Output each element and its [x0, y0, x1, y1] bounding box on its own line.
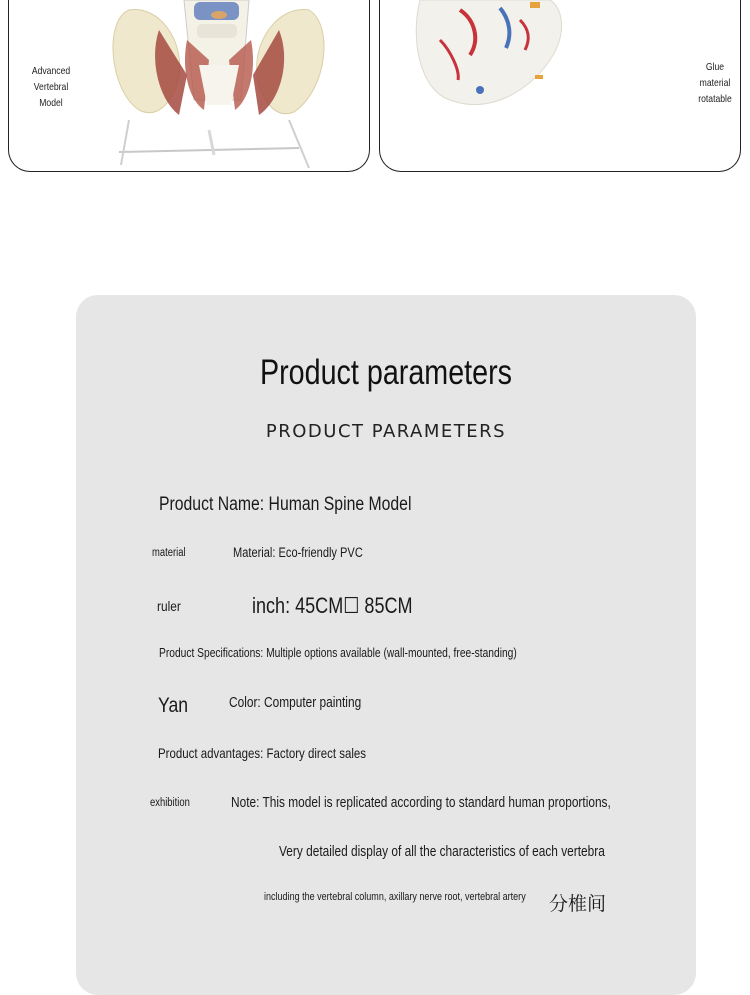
note-value: Note: This model is replicated according to standard human proportions,	[231, 795, 611, 811]
vertebral-model-image-card	[8, 0, 370, 172]
cjk-text: 分椎间	[549, 893, 607, 915]
product-name: Product Name: Human Spine Model	[159, 494, 412, 515]
ruler-value: inch: 45CM☐ 85CM	[252, 593, 413, 618]
material-label: material	[152, 547, 186, 559]
card-label-advanced-vertebral: Advanced Vertebral Model	[31, 65, 71, 109]
detail-value: Very detailed display of all the characteristics of each vertebra	[279, 844, 605, 860]
includes-value: including the vertebral column, axillary nerve root, vertebral artery	[264, 891, 526, 903]
ruler-label: ruler	[157, 598, 181, 614]
panel-title: Product parameters	[259, 353, 513, 392]
advantages-value: Product advantages: Factory direct sales	[158, 745, 367, 761]
panel-subtitle: PRODUCT PARAMETERS	[265, 421, 507, 442]
product-parameters-panel	[76, 295, 696, 995]
material-value: Material: Eco-friendly PVC	[233, 545, 363, 560]
rotatable-model-image-card	[379, 0, 741, 172]
specifications-value: Product Specifications: Multiple options available (wall-mounted, free-standing)	[159, 646, 517, 660]
painted-vertebra-illustration	[380, 0, 741, 172]
color-label: Yan	[158, 694, 189, 717]
color-value: Color: Computer painting	[229, 695, 362, 711]
card-label-glue-material: Glue material rotatable	[698, 61, 732, 105]
exhibition-label: exhibition	[150, 797, 190, 809]
